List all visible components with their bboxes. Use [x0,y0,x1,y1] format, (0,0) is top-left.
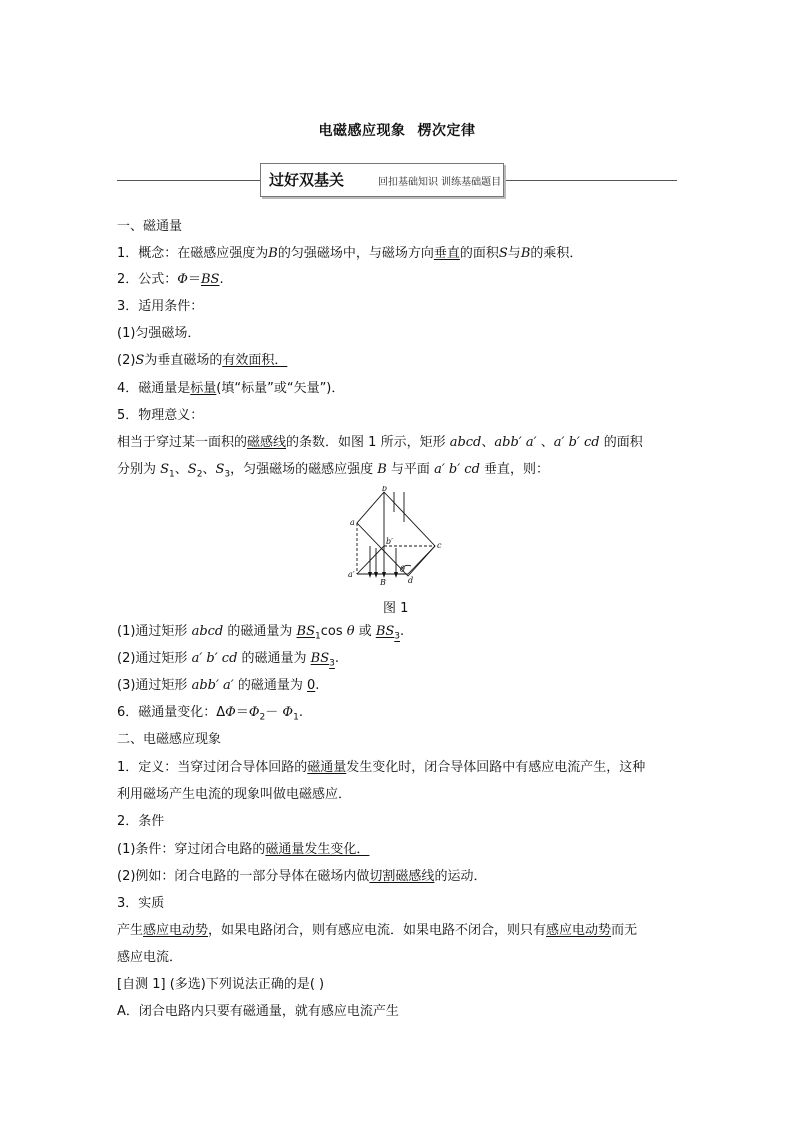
symbol: a′ b′ cd [434,462,480,477]
question-stem: (多选)下列说法正确的是( ) [165,977,325,992]
underlined-answer: 磁感线 [247,435,287,450]
banner-rule-right [504,180,677,181]
underlined-answer: 标量 [190,381,217,396]
text-line: 3．实质 [117,896,165,911]
text-run: 1．概念：在磁感应强度为 [117,246,269,261]
underlined-answer: BS [296,624,315,639]
text-line: 感应电流． [117,950,183,965]
text-line [117,677,319,695]
label-d: d [408,576,414,585]
text-run: 的磁通量为 [233,678,308,693]
underlined-answer: 磁通量发生变化． [265,842,370,857]
label-a: a [350,518,355,527]
symbol: B [520,246,531,261]
text-run: 的磁通量为 [237,651,311,666]
text-run: 6．磁通量变化：Δ [117,705,226,720]
underlined-answer: BS [200,272,220,287]
subscript: 1 [169,469,175,480]
text-line [117,245,582,263]
symbol: abcd [191,624,224,639]
symbol: Φ [225,705,236,720]
text-line [117,759,645,777]
text-run: ＝ [187,272,201,287]
text-line: 5．物理意义： [117,408,204,423]
text-run: cos [320,624,347,639]
text-run: 的面积 [459,246,499,261]
underlined-answer: BS [375,624,395,639]
arrow-head [394,572,398,578]
label-theta: θ [400,565,405,574]
text-run: 、 [202,462,216,477]
text-run: 垂直，则： [479,462,550,477]
text-run: (1)通过矩形 [117,624,192,639]
label-c: c [437,541,442,550]
text-run: (2) [117,353,136,368]
underlined-answer: 0 [307,678,316,693]
text-run: 、 [536,435,554,450]
symbol: abcd [449,435,482,450]
symbol: Φ [177,272,188,287]
text-line [117,868,486,886]
text-line: 3．适用条件： [117,299,204,314]
text-run: 的匀强磁场中，与磁场方向 [277,246,434,261]
underlined-answer: 感应电动势 [546,923,612,938]
text-line [117,650,339,673]
label-a-prime: a′ [348,570,355,579]
text-run: 的磁通量为 [223,624,297,639]
banner-sub-text: 回扣基础知识 训练基础题目 [378,177,502,188]
arrow-head [374,572,378,578]
option-a: A．闭合电路内只要有磁通量，就有感应电流产生 [117,1004,399,1019]
symbol: S [215,462,225,477]
text-line: 2．条件 [117,814,165,829]
title-part-2: 楞次定律 [417,123,476,139]
text-run: 的运动． [434,869,487,884]
arrow-head [368,572,372,578]
symbol: abb′ a′ [494,435,537,450]
subscript: 2 [196,469,203,480]
text-run: . [219,272,224,287]
text-run: 4．磁通量是 [117,381,191,396]
symbol: B [268,246,278,261]
text-run: ＝ [235,705,249,720]
figure-caption: 图 1 [383,601,409,616]
text-run: ，如果电路闭合，则有感应电流．如果电路不闭合，则只有 [208,923,547,938]
self-test-question [117,976,324,994]
text-line [117,434,643,452]
underlined-answer: 有效面积． [222,353,288,368]
text-run: (填“标量”或“矢量”)． [216,381,345,396]
text-run: 2．公式： [117,272,178,287]
symbol: Φ [282,705,294,720]
subscript: 2 [259,712,266,723]
section-heading-flux: 一、磁通量 [117,219,183,234]
text-run: 与平面 [386,462,435,477]
edge-a-prime-b-prime [357,546,384,574]
text-line [117,352,287,370]
text-run: (2)例如：闭合电路的一部分导体在磁场内做 [117,869,370,884]
text-run: . [334,651,340,666]
text-run: 的条数．如图 1 所示，矩形 [286,435,450,450]
label-B: B [380,578,386,586]
label-b: b [382,486,388,493]
text-run: 1．定义：当穿过闭合导体回路的 [117,760,308,775]
edge-d-c [408,546,435,574]
title-part-1: 电磁感应现象 [318,123,406,139]
symbol: S [498,246,508,261]
symbol: S [160,462,170,477]
text-run: 与 [507,246,521,261]
section-banner [260,163,504,197]
text-run: － [265,705,283,720]
text-run: (3)通过矩形 [117,678,192,693]
underlined-answer: BS [310,651,330,666]
section-heading-induction: 二、电磁感应现象 [117,732,222,747]
text-run: 的面积 [599,435,643,450]
text-run: 分别为 [117,462,161,477]
page-title [0,120,794,140]
symbol: S [187,462,197,477]
subscript: 1 [293,712,299,723]
underlined-answer: 感应电动势 [143,923,209,938]
symbol: S [135,353,145,368]
text-line [117,461,549,484]
figure-1-diagram [344,486,444,586]
text-run: 、 [481,435,495,450]
banner-main-text: 过好双基关 [269,171,345,189]
text-line: (1)匀强磁场． [117,326,201,341]
text-run: 的乘积． [530,246,583,261]
label-b-prime: b′ [386,537,393,546]
subscript: 1 [314,631,321,642]
text-line [117,922,637,940]
text-run: 相当于穿过某一面积的 [117,435,248,450]
banner-rule-left [117,180,260,181]
text-run: ，匀强磁场的磁感应强度 [230,462,378,477]
text-line [117,841,369,859]
text-run: 发生变化时，闭合导体回路中有感应电流产生，这种 [346,760,646,775]
text-run: . [315,678,320,693]
underlined-answer: 磁通量 [307,760,347,775]
text-line [117,704,303,727]
symbol: a′ b′ cd [191,651,238,666]
text-line: 利用磁场产生电流的现象叫做电磁感应． [117,787,352,802]
text-run: 为垂直磁场的 [144,353,223,368]
text-run: (1)条件：穿过闭合电路的 [117,842,266,857]
symbol: θ [346,624,355,639]
symbol: B [377,462,387,477]
text-run: . [400,624,405,639]
text-run: 而无 [611,923,638,938]
subscript: 3 [224,469,231,480]
underlined-answer: 切割磁感线 [369,869,435,884]
text-line [117,380,344,398]
text-line [117,271,224,289]
text-run: (2)通过矩形 [117,651,192,666]
underlined-answer: 垂直 [433,246,460,261]
symbol: Φ [248,705,260,720]
subscript: 3 [394,631,401,642]
text-run: . [298,705,303,720]
subscript: 3 [329,658,335,669]
text-run: 、 [174,462,188,477]
text-run: 或 [354,624,376,639]
question-tag: [自测 1] [117,977,166,992]
text-run: 产生 [117,923,144,938]
symbol: a′ b′ cd [553,435,600,450]
symbol: abb′ a′ [191,678,234,693]
text-line [117,623,404,646]
